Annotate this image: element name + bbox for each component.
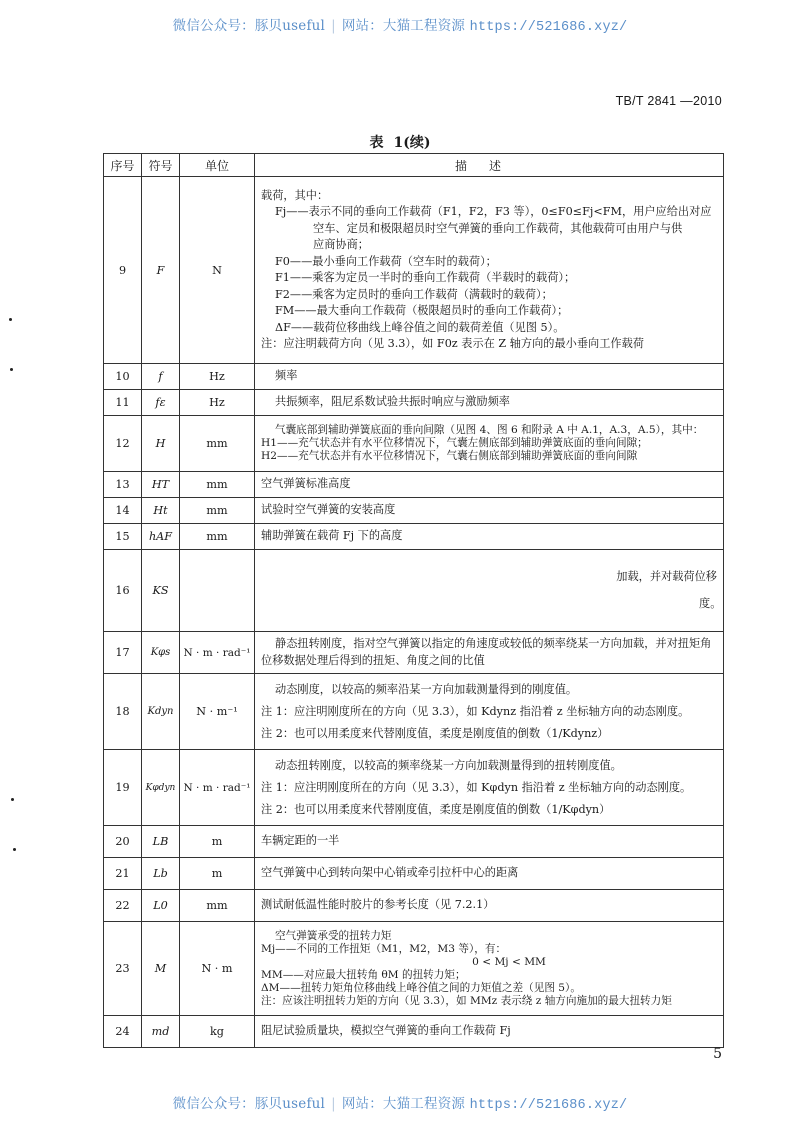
desc-item: F2——乘客为定员时的垂向工作载荷（满载时的载荷）；	[275, 287, 553, 301]
row-symbol: LB	[142, 826, 180, 858]
row-unit: N · m · rad⁻¹	[180, 632, 255, 674]
row-description	[255, 674, 724, 750]
row-description	[255, 498, 724, 524]
row-no: 16	[104, 550, 142, 632]
scan-dot	[11, 798, 14, 801]
desc-item: F0——最小垂向工作载荷（空车时的载荷）；	[275, 254, 497, 268]
row-no: 23	[104, 922, 142, 1016]
table-title	[0, 132, 800, 152]
desc-item: FM——最大垂向工作载荷（极限超员时的垂向工作载荷）；	[275, 304, 569, 317]
desc-note: 注 2：也可以用柔度来代替刚度值，柔度是刚度值的倒数（1/Kdynz）	[261, 726, 609, 740]
table-row	[104, 1016, 724, 1048]
desc-note: 注 2：也可以用柔度来代替刚度值，柔度是刚度值的倒数（1/Kφdyn）	[261, 802, 611, 816]
row-symbol: Ht	[142, 498, 180, 524]
row-description	[255, 826, 724, 858]
desc-text: 试验时空气弹簧的安装高度	[261, 503, 396, 517]
table-title-prefix: 表	[369, 135, 384, 151]
desc-text: 静态扭转刚度，指对空气弹簧以指定的角速度或较低的频率绕某一方向加载，并对扭矩角位移数据处理后得到的扭矩、角度之间的比值	[261, 637, 712, 667]
desc-note: 注 1：应注明刚度所在的方向（见 3.3），如 Kdynz 指沿着 z 坐标轴方向的动态刚度。	[261, 704, 690, 718]
row-unit: mm	[180, 472, 255, 498]
header-symbol: 符号	[142, 154, 180, 177]
row-symbol: Kφdyn	[142, 750, 180, 826]
watermark-separator: |	[331, 1096, 336, 1112]
row-no: 18	[104, 674, 142, 750]
row-no: 12	[104, 416, 142, 472]
row-description	[255, 922, 724, 1016]
header-no: 序号	[104, 154, 142, 177]
row-unit: Hz	[180, 390, 255, 416]
scan-dot	[10, 368, 13, 371]
row-symbol: f	[142, 364, 180, 390]
table-header-row	[104, 154, 724, 177]
table-row	[104, 922, 724, 1016]
table-row	[104, 674, 724, 750]
watermark-text: 微信公众号：豚贝useful	[172, 18, 326, 34]
row-unit: N · m⁻¹	[180, 674, 255, 750]
row-description	[255, 416, 724, 472]
table-row	[104, 498, 724, 524]
row-no: 24	[104, 1016, 142, 1048]
table-row	[104, 550, 724, 632]
desc-item: 应商协商；	[313, 238, 369, 251]
row-unit: N · m	[180, 922, 255, 1016]
table-row	[104, 524, 724, 550]
row-description	[255, 390, 724, 416]
desc-text: 空气弹簧中心到转向架中心销或牵引拉杆中心的距离	[261, 866, 519, 880]
row-unit: mm	[180, 498, 255, 524]
row-symbol: fε	[142, 390, 180, 416]
row-symbol: H	[142, 416, 180, 472]
desc-fragment: 度。	[699, 596, 722, 610]
watermark-url[interactable]: https://521686.xyz/	[469, 20, 628, 35]
desc-intro: 空气弹簧承受的扭转力矩	[275, 929, 392, 942]
watermark-top	[0, 14, 800, 35]
desc-text: 车辆定距的一半	[261, 834, 340, 848]
table-row	[104, 826, 724, 858]
desc-item: ΔM——扭转力矩角位移曲线上峰谷值之间的力矩值之差（见图 5）。	[261, 981, 581, 994]
table-title-number: 1(续)	[393, 135, 431, 151]
row-no: 13	[104, 472, 142, 498]
row-unit: mm	[180, 416, 255, 472]
header-description: 描述	[255, 154, 724, 177]
desc-intro: 动态扭转刚度，以较高的频率绕某一方向加载测量得到的扭转刚度值。	[275, 758, 622, 772]
row-symbol: Kφs	[142, 632, 180, 674]
row-no: 11	[104, 390, 142, 416]
row-symbol: HT	[142, 472, 180, 498]
watermark-site-label: 网站：大猫工程资源	[341, 18, 466, 34]
row-symbol: KS	[142, 550, 180, 632]
row-unit: N	[180, 177, 255, 364]
standard-number: TB/T 2841 —2010	[615, 94, 722, 108]
row-description	[255, 750, 724, 826]
table-row	[104, 390, 724, 416]
row-description	[255, 364, 724, 390]
row-description	[255, 524, 724, 550]
row-no: 15	[104, 524, 142, 550]
row-no: 20	[104, 826, 142, 858]
row-no: 9	[104, 177, 142, 364]
row-unit: m	[180, 858, 255, 890]
table-row	[104, 750, 724, 826]
row-unit: m	[180, 826, 255, 858]
desc-item: MM——对应最大扭转角 θM 的扭转力矩；	[261, 968, 466, 981]
table-row	[104, 177, 724, 364]
desc-item: H2——充气状态并有水平位移情况下，气囊右侧底部到辅助弹簧底面的垂向间隙	[261, 450, 638, 462]
desc-text: 阻尼试验质量块，模拟空气弹簧的垂向工作载荷 Fj	[261, 1024, 511, 1038]
row-description	[255, 858, 724, 890]
row-symbol: F	[142, 177, 180, 364]
row-symbol: L0	[142, 890, 180, 922]
row-unit	[180, 550, 255, 632]
desc-item: H1——充气状态并有水平位移情况下，气囊左侧底部到辅助弹簧底面的垂向间隙；	[261, 437, 648, 449]
header-unit: 单位	[180, 154, 255, 177]
row-no: 19	[104, 750, 142, 826]
desc-formula: 0 < Mj < MM	[472, 955, 546, 968]
watermark-url[interactable]: https://521686.xyz/	[469, 1098, 628, 1113]
row-symbol: M	[142, 922, 180, 1016]
table-row	[104, 472, 724, 498]
desc-item: ΔF——载荷位移曲线上峰谷值之间的载荷差值（见图 5）。	[275, 320, 565, 334]
row-unit: Hz	[180, 364, 255, 390]
row-symbol: md	[142, 1016, 180, 1048]
row-no: 22	[104, 890, 142, 922]
desc-text: 共振频率，阻尼系数试验共振时响应与激励频率	[275, 395, 510, 409]
desc-text: 频率	[275, 369, 298, 383]
desc-intro: 气囊底部到辅助弹簧底面的垂向间隙（见图 4、图 6 和附录 A 中 A.1，A.3，A.5），其中：	[275, 424, 704, 436]
watermark-separator: |	[331, 18, 336, 34]
row-description	[255, 472, 724, 498]
row-no: 10	[104, 364, 142, 390]
row-unit: kg	[180, 1016, 255, 1048]
row-unit: mm	[180, 524, 255, 550]
definitions-table	[103, 153, 724, 1048]
watermark-text: 微信公众号：豚贝useful	[172, 1096, 326, 1112]
row-description	[255, 1016, 724, 1048]
row-unit: N · m · rad⁻¹	[180, 750, 255, 826]
scan-dot	[9, 318, 12, 321]
table-row	[104, 858, 724, 890]
row-description	[255, 632, 724, 674]
desc-intro: 动态刚度，以较高的频率沿某一方向加载测量得到的刚度值。	[275, 682, 578, 696]
row-description	[255, 550, 724, 632]
page-number: 5	[713, 1046, 722, 1062]
row-symbol: hAF	[142, 524, 180, 550]
watermark-site-label: 网站：大猫工程资源	[341, 1096, 466, 1112]
row-unit: mm	[180, 890, 255, 922]
desc-intro: 载荷，其中：	[261, 188, 329, 202]
row-description	[255, 177, 724, 364]
desc-note: 注 1：应注明刚度所在的方向（见 3.3），如 Kφdyn 指沿着 z 坐标轴方向的动态刚度。	[261, 780, 692, 794]
desc-item: Mj——不同的工作扭矩（M1，M2，M3 等），有：	[261, 942, 507, 955]
scan-dot	[13, 848, 16, 851]
row-description	[255, 890, 724, 922]
desc-text: 辅助弹簧在载荷 Fj 下的高度	[261, 529, 403, 543]
desc-text: 空气弹簧标准高度	[261, 477, 351, 491]
desc-note: 注：应注明载荷方向（见 3.3），如 F0z 表示在 Z 轴方向的最小垂向工作载荷	[261, 337, 644, 350]
desc-note: 注：应该注明扭转力矩的方向（见 3.3），如 MMz 表示绕 z 轴方向施加的最大扭转力矩	[261, 994, 672, 1007]
desc-item: F1——乘客为定员一半时的垂向工作载荷（半载时的载荷）；	[275, 271, 576, 284]
desc-item: 空车、定员和极限超员时空气弹簧的垂向工作载荷，其他载荷可由用户与供	[313, 221, 683, 235]
row-symbol: Lb	[142, 858, 180, 890]
watermark-bottom	[0, 1092, 800, 1113]
row-no: 14	[104, 498, 142, 524]
table-row	[104, 632, 724, 674]
desc-item: Fj——表示不同的垂向工作载荷（F1，F2，F3 等），0≤F0≤Fj<FM，用户应给出对应	[275, 205, 712, 218]
table-row	[104, 364, 724, 390]
table-row	[104, 416, 724, 472]
row-no: 17	[104, 632, 142, 674]
desc-text: 测试耐低温性能时胶片的参考长度（见 7.2.1）	[261, 898, 495, 912]
row-no: 21	[104, 858, 142, 890]
table-row	[104, 890, 724, 922]
row-symbol: Kdyn	[142, 674, 180, 750]
desc-fragment: 加载，并对载荷位移	[616, 570, 717, 583]
